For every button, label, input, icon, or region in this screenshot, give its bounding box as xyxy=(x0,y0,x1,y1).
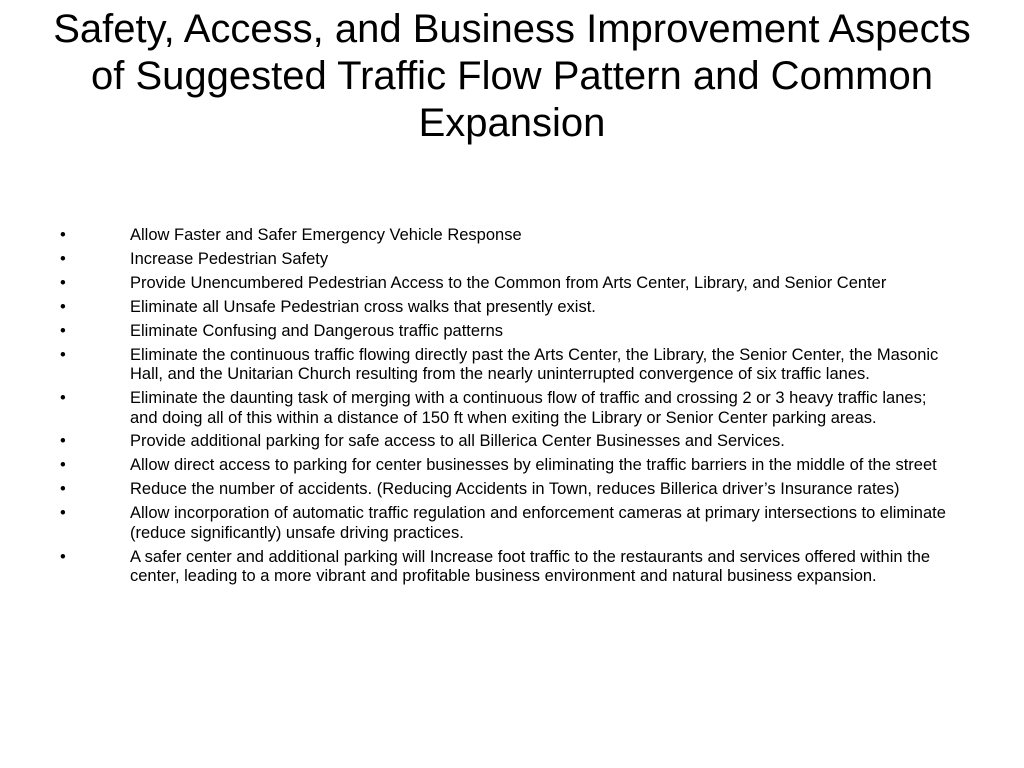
bullet-item xyxy=(56,548,956,587)
bullet-icon: • xyxy=(60,226,66,244)
bullet-item xyxy=(56,504,956,543)
slide-title: Safety, Access, and Business Improvement Aspects of Suggested Traffic Flow Pattern and Common Expansion xyxy=(53,7,971,145)
bullet-icon: • xyxy=(60,456,66,475)
bullet-text: Eliminate the daunting task of merging with a continuous flow of traffic and crossing 2 or 3 heavy traffic lanes; and doing all of this within a distance of 150 ft when exiting the Library or Senior Center parking areas. xyxy=(130,389,927,427)
bullet-text: Eliminate the continuous traffic flowing directly past the Arts Center, the Library, the Senior Center, the Masonic Hall, and the Unitarian Church resulting from the nearly uninterrupted convergence of six traffic lanes. xyxy=(130,345,939,384)
bullet-text: A safer center and additional parking will Increase foot traffic to the restaurants and services offered within the center, leading to a more vibrant and profitable business environment and natural business expansion. xyxy=(130,547,931,586)
bullet-item xyxy=(56,274,956,293)
bullet-item xyxy=(56,456,956,475)
bullet-text: Allow Faster and Safer Emergency Vehicle Response xyxy=(130,226,522,244)
bullet-icon: • xyxy=(60,389,66,408)
bullet-icon: • xyxy=(60,504,66,523)
bullet-item xyxy=(56,226,956,245)
bullet-item xyxy=(56,250,956,269)
bullet-item xyxy=(56,389,956,428)
bullet-icon: • xyxy=(60,345,66,364)
bullet-text: Allow incorporation of automatic traffic regulation and enforcement cameras at primary intersections to eliminate (reduce significantly) unsafe driving practices. xyxy=(130,504,946,542)
bullet-text: Allow direct access to parking for center businesses by eliminating the traffic barriers in the middle of the street xyxy=(130,456,937,475)
bullet-item xyxy=(56,322,956,341)
bullet-text: Eliminate all Unsafe Pedestrian cross walks that presently exist. xyxy=(130,297,596,316)
bullet-icon: • xyxy=(60,432,66,451)
bullet-item xyxy=(56,346,956,385)
bullet-text: Provide additional parking for safe access to all Billerica Center Businesses and Services. xyxy=(130,432,785,451)
bullet-item xyxy=(56,432,956,451)
bullet-text: Provide Unencumbered Pedestrian Access to the Common from Arts Center, Library, and Senior Center xyxy=(130,273,887,292)
bullet-list xyxy=(56,226,956,591)
bullet-text: Increase Pedestrian Safety xyxy=(130,249,329,268)
bullet-item xyxy=(56,298,956,317)
bullet-icon: • xyxy=(60,273,66,292)
bullet-text: Reduce the number of accidents. (Reducing Accidents in Town, reduces Billerica driver’s Insurance rates) xyxy=(130,480,900,499)
bullet-icon: • xyxy=(60,249,66,268)
bullet-icon: • xyxy=(60,480,66,499)
bullet-icon: • xyxy=(60,547,66,566)
bullet-icon: • xyxy=(60,321,66,340)
bullet-item xyxy=(56,480,956,499)
bullet-text: Eliminate Confusing and Dangerous traffic patterns xyxy=(130,321,503,340)
bullet-icon: • xyxy=(60,297,66,316)
